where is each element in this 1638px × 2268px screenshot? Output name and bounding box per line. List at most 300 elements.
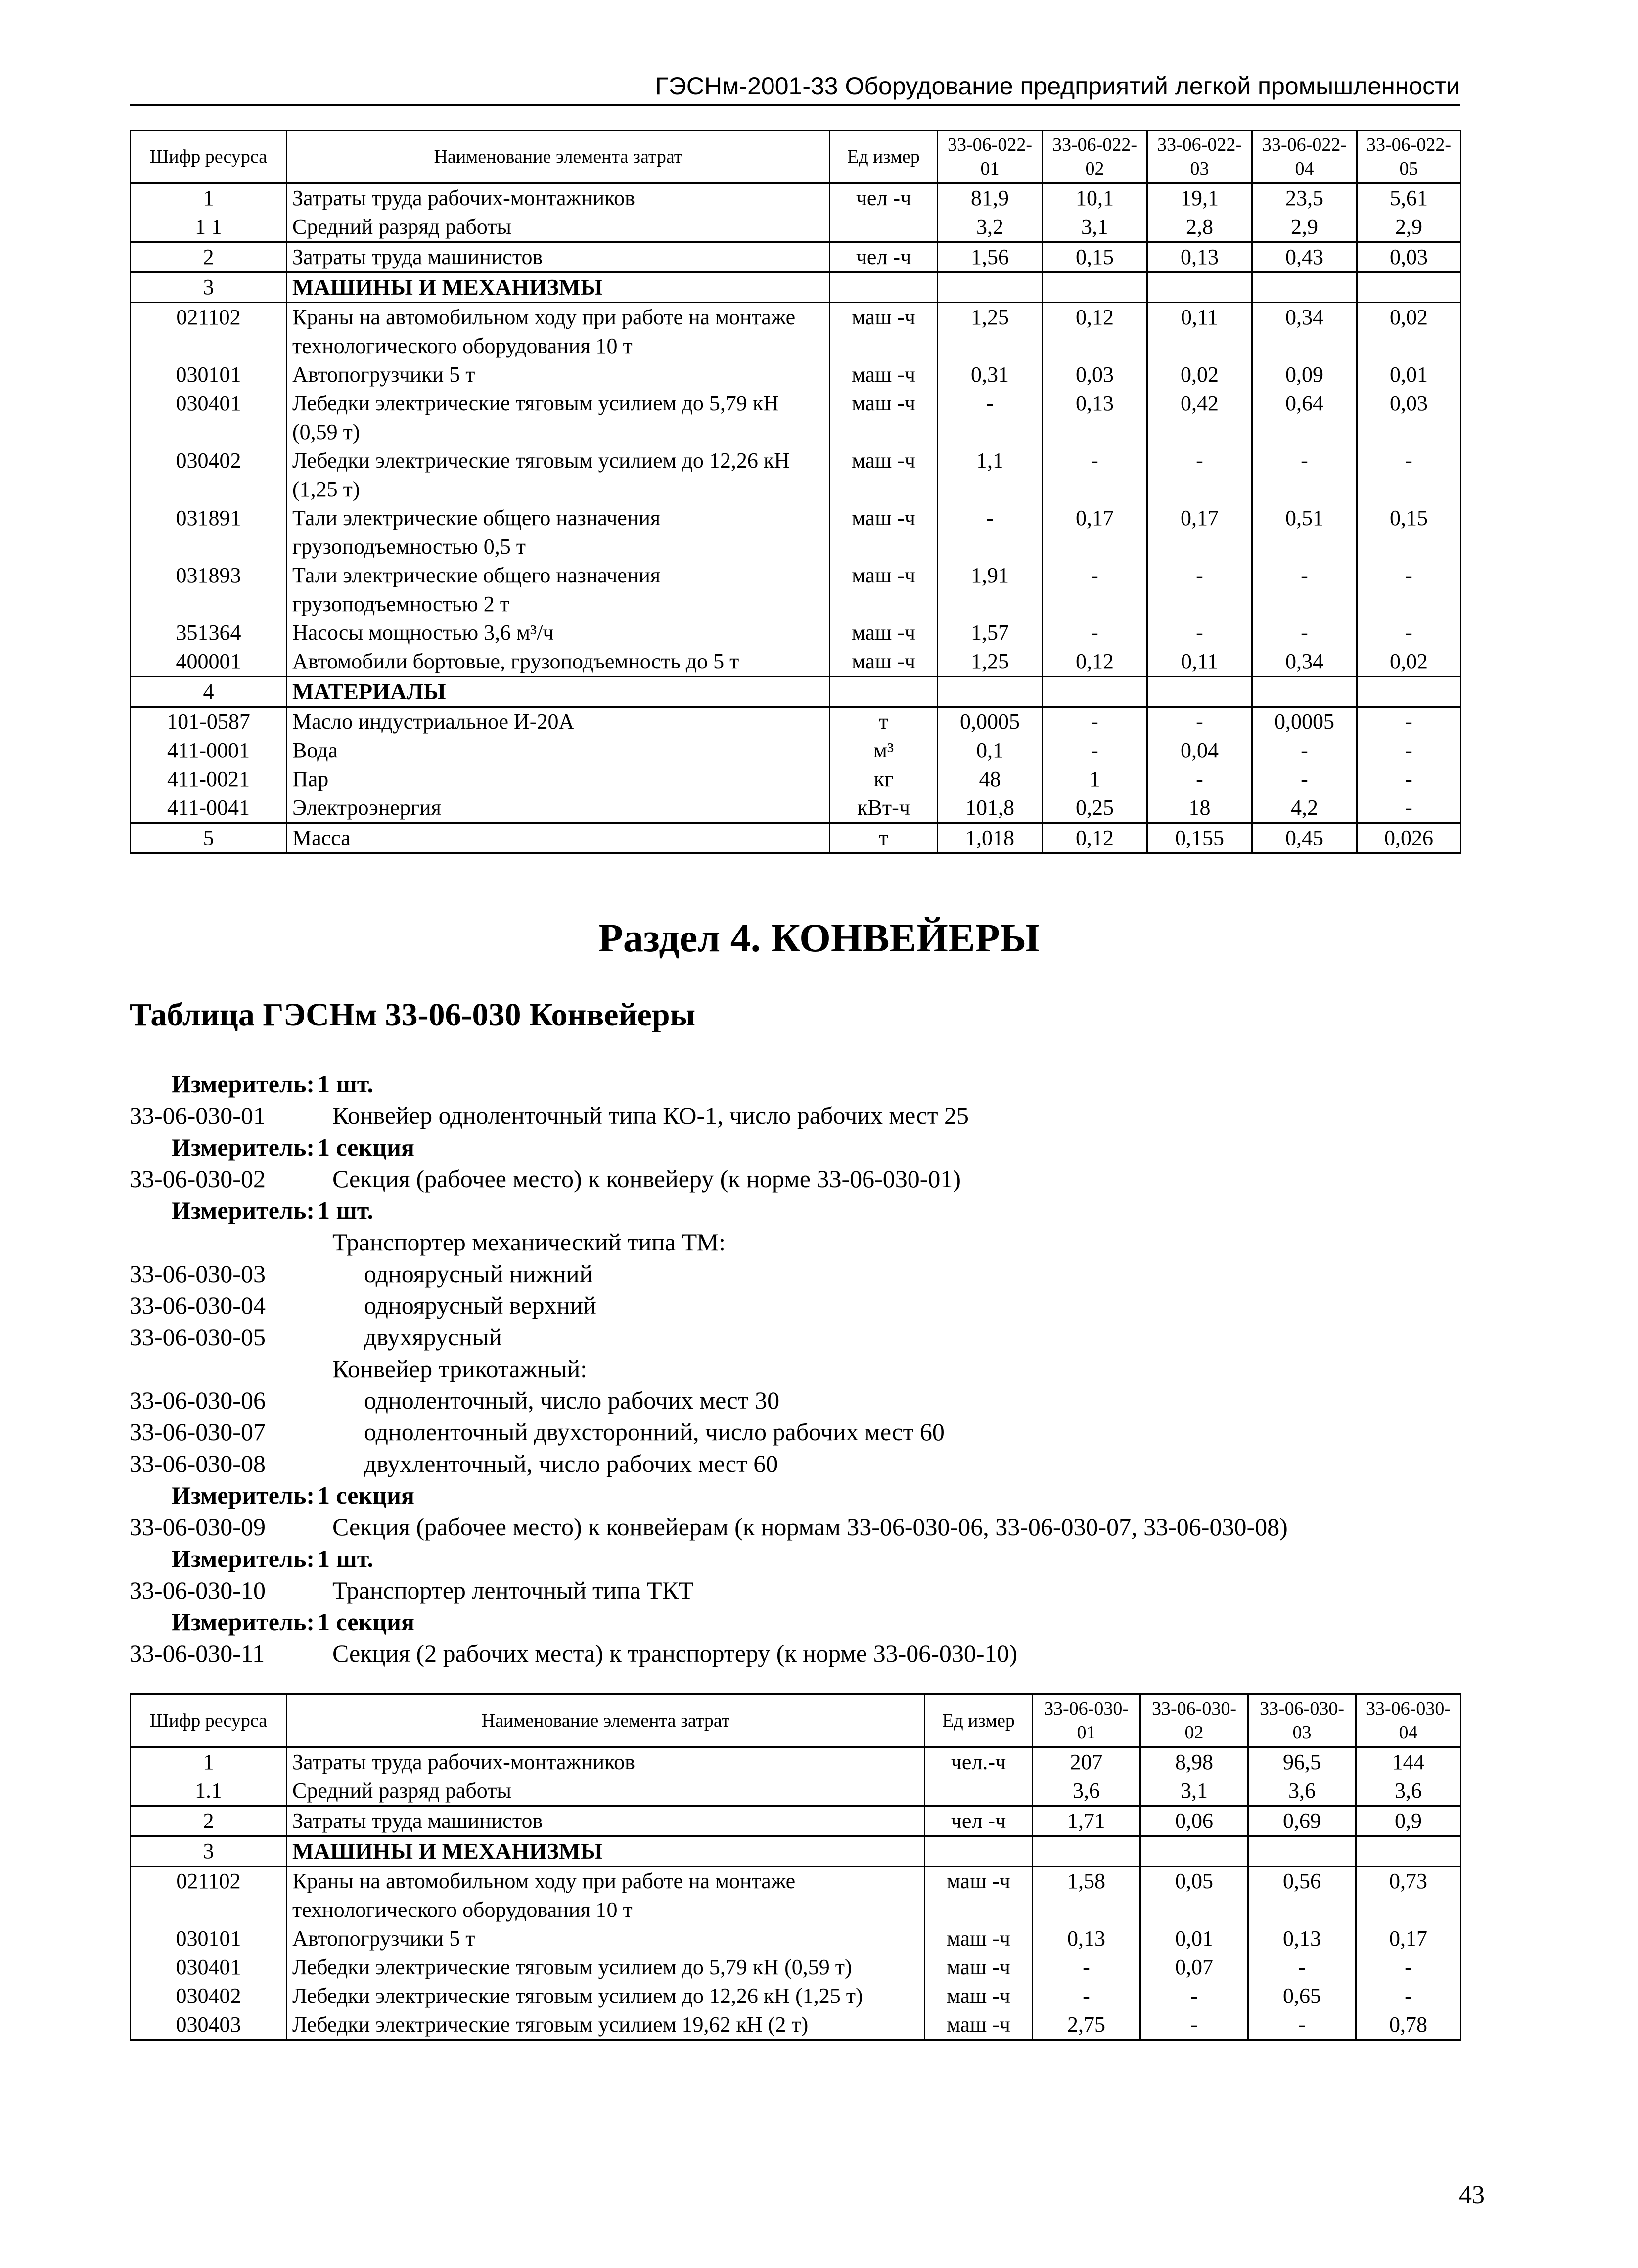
value-cell: - (1252, 619, 1357, 647)
value-cell: 0,15 (1043, 242, 1147, 272)
col-header: Наименование элемента затрат (287, 1694, 925, 1747)
table-header-row (131, 1694, 1461, 1747)
norm-description: Секция (рабочее место) к конвейеру (к норме 33-06-030-01) (332, 1165, 961, 1193)
value-cell: - (1043, 561, 1147, 619)
value-cell: 0,34 (1252, 303, 1357, 361)
resource-table-022 (130, 130, 1461, 854)
value-cell: 3,1 (1043, 213, 1147, 242)
resource-name-cell: Затраты труда рабочих-монтажников (287, 1747, 925, 1777)
value-cell: - (1033, 1982, 1140, 2010)
resource-code-cell: 1 (131, 1747, 287, 1777)
norm-item (130, 1384, 1288, 1416)
value-cell: 0,56 (1248, 1867, 1356, 1925)
value-cell: - (938, 389, 1043, 446)
col-header: 33-06-030-04 (1356, 1694, 1461, 1747)
value-cell: 0,02 (1357, 647, 1461, 677)
measure-label: Измеритель: (172, 1608, 315, 1636)
resource-code-cell: 030402 (131, 1982, 287, 2010)
table-row (131, 360, 1461, 389)
unit-cell: маш -ч (830, 647, 938, 677)
resource-name-cell: Краны на автомобильном ходу при работе на монтаже технологического оборудования 10 т (287, 1867, 925, 1925)
resource-code-cell: 031891 (131, 504, 287, 561)
unit-cell: маш -ч (925, 1953, 1033, 1982)
value-cell: 0,65 (1248, 1982, 1356, 2010)
resource-name-cell: МАТЕРИАЛЫ (287, 677, 830, 707)
value-cell (1140, 1836, 1248, 1867)
value-cell: 0,13 (1033, 1924, 1140, 1953)
value-cell: 0,01 (1357, 360, 1461, 389)
value-cell (1033, 1836, 1140, 1867)
col-header: Ед измер (830, 131, 938, 183)
resource-name-cell: Насосы мощностью 3,6 м³/ч (287, 619, 830, 647)
col-header: Наименование элемента затрат (287, 131, 830, 183)
value-cell: 0,026 (1357, 823, 1461, 853)
measure-label: Измеритель: (172, 1197, 315, 1224)
norm-description: двухленточный, число рабочих мест 60 (364, 1450, 778, 1477)
table-header-row (131, 131, 1461, 183)
value-cell: 0,51 (1252, 504, 1357, 561)
norm-description: одноярусный нижний (364, 1260, 593, 1288)
resource-name-cell: Вода (287, 736, 830, 765)
resource-name-cell: Масса (287, 823, 830, 853)
resource-table-030 (130, 1693, 1461, 2041)
table-row (131, 561, 1461, 619)
value-cell (1043, 677, 1147, 707)
unit-cell: маш -ч (925, 1924, 1033, 1953)
table-row (131, 1806, 1461, 1836)
value-cell: 0,12 (1043, 823, 1147, 853)
value-cell: 0,73 (1356, 1867, 1461, 1925)
norm-code: 33-06-030-01 (130, 1102, 266, 1129)
value-cell: 0,9 (1356, 1806, 1461, 1836)
resource-code-cell: 031893 (131, 561, 287, 619)
value-cell: 0,01 (1140, 1924, 1248, 1953)
table-row (131, 794, 1461, 823)
value-cell: 18 (1147, 794, 1252, 823)
value-cell: - (1357, 619, 1461, 647)
norm-item (130, 1574, 1288, 1606)
value-cell: 10,1 (1043, 183, 1147, 213)
col-header: 33-06-030-03 (1248, 1694, 1356, 1747)
value-cell: 1,25 (938, 647, 1043, 677)
running-header: ГЭСНм-2001-33 Оборудование предприятий легкой промышленности (130, 68, 1460, 106)
resource-name-cell: Краны на автомобильном ходу при работе на монтаже технологического оборудования 10 т (287, 303, 830, 361)
value-cell: 0,17 (1147, 504, 1252, 561)
resource-code-cell: 400001 (131, 647, 287, 677)
table-row (131, 619, 1461, 647)
table-row (131, 389, 1461, 446)
resource-code-cell: 101-0587 (131, 707, 287, 737)
norm-description: Секция (рабочее место) к конвейерам (к нормам 33-06-030-06, 33-06-030-07, 33-06-030-08) (332, 1513, 1288, 1541)
resource-code-cell: 3 (131, 272, 287, 303)
value-cell: 2,75 (1033, 2010, 1140, 2040)
col-header: 33-06-022-05 (1357, 131, 1461, 183)
value-cell: 2,9 (1252, 213, 1357, 242)
value-cell: - (1248, 2010, 1356, 2040)
norm-code: 33-06-030-08 (130, 1450, 266, 1477)
resource-name-cell: Лебедки электрические тяговым усилием до 5,79 кН (0,59 т) (287, 389, 830, 446)
unit-cell: маш -ч (830, 303, 938, 361)
value-cell: - (1357, 446, 1461, 504)
value-cell: - (938, 504, 1043, 561)
value-cell: - (1043, 736, 1147, 765)
norm-description: двухярусный (364, 1323, 502, 1351)
resource-name-cell: МАШИНЫ И МЕХАНИЗМЫ (287, 1836, 925, 1867)
value-cell: - (1357, 707, 1461, 737)
value-cell: 0,05 (1140, 1867, 1248, 1925)
value-cell: 5,61 (1357, 183, 1461, 213)
value-cell: - (1252, 446, 1357, 504)
norm-description: Транспортер ленточный типа ТКТ (332, 1576, 694, 1604)
value-cell: - (1147, 446, 1252, 504)
value-cell: 1,1 (938, 446, 1043, 504)
value-cell: - (1147, 765, 1252, 794)
col-header: 33-06-022-01 (938, 131, 1043, 183)
value-cell: 0,07 (1140, 1953, 1248, 1982)
resource-name-cell: Автомобили бортовые, грузоподъемность до 5 т (287, 647, 830, 677)
value-cell (1252, 272, 1357, 303)
value-cell: 23,5 (1252, 183, 1357, 213)
resource-code-cell: 3 (131, 1836, 287, 1867)
value-cell: - (1147, 561, 1252, 619)
table-row (131, 2010, 1461, 2040)
norm-code: 33-06-030-06 (130, 1386, 266, 1414)
resource-name-cell: Лебедки электрические тяговым усилием до 12,26 кН (1,25 т) (287, 446, 830, 504)
value-cell (1248, 1836, 1356, 1867)
measure-value: 1 шт. (318, 1197, 374, 1224)
norm-description: Конвейер трикотажный: (332, 1355, 588, 1382)
table-row (131, 677, 1461, 707)
col-header: 33-06-030-02 (1140, 1694, 1248, 1747)
value-cell: 0,64 (1252, 389, 1357, 446)
unit-cell (830, 677, 938, 707)
measure-label: Измеритель: (172, 1070, 315, 1098)
unit-cell: чел -ч (925, 1806, 1033, 1836)
measure-label: Измеритель: (172, 1481, 315, 1509)
unit-cell: маш -ч (925, 2010, 1033, 2040)
norm-code: 33-06-030-02 (130, 1165, 266, 1193)
resource-code-cell: 030403 (131, 2010, 287, 2040)
unit-cell (830, 213, 938, 242)
resource-name-cell: Электроэнергия (287, 794, 830, 823)
resource-name-cell: МАШИНЫ И МЕХАНИЗМЫ (287, 272, 830, 303)
value-cell: - (1147, 707, 1252, 737)
resource-name-cell: Лебедки электрические тяговым усилием 19,62 кН (2 т) (287, 2010, 925, 2040)
value-cell: 0,13 (1248, 1924, 1356, 1953)
unit-cell: маш -ч (925, 1867, 1033, 1925)
norm-item (130, 1163, 1288, 1195)
norm-item (130, 1258, 1288, 1290)
resource-code-cell: 411-0041 (131, 794, 287, 823)
value-cell: - (1252, 765, 1357, 794)
table-row (131, 1747, 1461, 1777)
measure-unit-line (130, 1479, 1288, 1511)
value-cell: 81,9 (938, 183, 1043, 213)
value-cell: 0,02 (1147, 360, 1252, 389)
table-row (131, 242, 1461, 272)
measure-value: 1 секция (318, 1481, 414, 1509)
resource-code-cell: 4 (131, 677, 287, 707)
value-cell: 0,0005 (938, 707, 1043, 737)
value-cell: 48 (938, 765, 1043, 794)
norm-item (130, 1226, 1288, 1258)
norm-description: одноленточный, число рабочих мест 30 (364, 1386, 780, 1414)
value-cell: 1,71 (1033, 1806, 1140, 1836)
norm-description: одноленточный двухсторонний, число рабочих мест 60 (364, 1418, 945, 1446)
measure-label: Измеритель: (172, 1545, 315, 1572)
unit-cell: маш -ч (830, 561, 938, 619)
resource-name-cell: Средний разряд работы (287, 213, 830, 242)
value-cell: 0,0005 (1252, 707, 1357, 737)
measure-unit-line (130, 1131, 1288, 1163)
value-cell: 2,8 (1147, 213, 1252, 242)
value-cell: 0,11 (1147, 647, 1252, 677)
unit-cell: маш -ч (830, 504, 938, 561)
value-cell: - (1356, 1953, 1461, 1982)
norm-item (130, 1511, 1288, 1543)
value-cell: 0,09 (1252, 360, 1357, 389)
value-cell: 0,03 (1043, 360, 1147, 389)
resource-name-cell: Автопогрузчики 5 т (287, 360, 830, 389)
value-cell: - (1043, 446, 1147, 504)
col-header: 33-06-030-01 (1033, 1694, 1140, 1747)
norm-description: Транспортер механический типа ТМ: (332, 1228, 726, 1256)
value-cell: 0,15 (1357, 504, 1461, 561)
value-cell: - (1043, 619, 1147, 647)
table-row (131, 736, 1461, 765)
value-cell: 0,25 (1043, 794, 1147, 823)
resource-code-cell: 1.1 (131, 1777, 287, 1806)
measure-value: 1 секция (318, 1608, 414, 1636)
unit-cell (830, 272, 938, 303)
unit-cell: маш -ч (830, 619, 938, 647)
norm-code: 33-06-030-05 (130, 1323, 266, 1351)
col-header: 33-06-022-04 (1252, 131, 1357, 183)
value-cell: 0,11 (1147, 303, 1252, 361)
value-cell (1252, 677, 1357, 707)
norm-item (130, 1100, 1288, 1131)
table-row (131, 1924, 1461, 1953)
unit-cell: т (830, 823, 938, 853)
norm-item (130, 1321, 1288, 1353)
value-cell: - (1248, 1953, 1356, 1982)
value-cell: 19,1 (1147, 183, 1252, 213)
table-row (131, 1953, 1461, 1982)
norm-description: Секция (2 рабочих места) к транспортеру (к норме 33-06-030-10) (332, 1640, 1018, 1667)
unit-cell (925, 1836, 1033, 1867)
resource-name-cell: Затраты труда машинистов (287, 1806, 925, 1836)
value-cell: 1,56 (938, 242, 1043, 272)
value-cell: 144 (1356, 1747, 1461, 1777)
resource-code-cell: 030101 (131, 360, 287, 389)
table-row (131, 765, 1461, 794)
value-cell: 0,31 (938, 360, 1043, 389)
value-cell: 96,5 (1248, 1747, 1356, 1777)
table-row (131, 1777, 1461, 1806)
value-cell (938, 677, 1043, 707)
norm-code: 33-06-030-07 (130, 1418, 266, 1446)
value-cell: 101,8 (938, 794, 1043, 823)
table-row (131, 272, 1461, 303)
value-cell (1147, 677, 1252, 707)
value-cell: 0,03 (1357, 242, 1461, 272)
table-row (131, 647, 1461, 677)
value-cell: - (1357, 794, 1461, 823)
value-cell: 0,17 (1043, 504, 1147, 561)
resource-code-cell: 1 (131, 183, 287, 213)
resource-code-cell: 351364 (131, 619, 287, 647)
resource-code-cell: 5 (131, 823, 287, 853)
table-title: Таблица ГЭСНм 33-06-030 Конвейеры (130, 997, 696, 1033)
value-cell: - (1033, 1953, 1140, 1982)
table-row (131, 213, 1461, 242)
value-cell: 0,78 (1356, 2010, 1461, 2040)
col-header: Шифр ресурса (131, 131, 287, 183)
value-cell: 1,018 (938, 823, 1043, 853)
unit-cell: т (830, 707, 938, 737)
col-header: 33-06-022-02 (1043, 131, 1147, 183)
value-cell: - (1140, 1982, 1248, 2010)
value-cell: 0,43 (1252, 242, 1357, 272)
measure-unit-line (130, 1195, 1288, 1226)
value-cell: 1 (1043, 765, 1147, 794)
unit-cell: маш -ч (925, 1982, 1033, 2010)
resource-code-cell: 021102 (131, 303, 287, 361)
norm-code (130, 1226, 332, 1258)
value-cell: 8,98 (1140, 1747, 1248, 1777)
value-cell: 3,2 (938, 213, 1043, 242)
value-cell: 0,17 (1356, 1924, 1461, 1953)
value-cell: 0,13 (1147, 242, 1252, 272)
value-cell: 0,12 (1043, 303, 1147, 361)
measure-value: 1 секция (318, 1133, 414, 1161)
value-cell: 0,13 (1043, 389, 1147, 446)
unit-cell: маш -ч (830, 360, 938, 389)
value-cell (938, 272, 1043, 303)
norm-item (130, 1448, 1288, 1479)
value-cell (1043, 272, 1147, 303)
value-cell: 0,1 (938, 736, 1043, 765)
norm-item (130, 1353, 1288, 1384)
value-cell: 0,34 (1252, 647, 1357, 677)
norm-description: одноярусный верхний (364, 1291, 596, 1319)
resource-code-cell: 030101 (131, 1924, 287, 1953)
value-cell: - (1252, 561, 1357, 619)
value-cell: 0,12 (1043, 647, 1147, 677)
measure-value: 1 шт. (318, 1545, 374, 1572)
value-cell: - (1147, 619, 1252, 647)
value-cell (1147, 272, 1252, 303)
measure-value: 1 шт. (318, 1070, 374, 1098)
resource-name-cell: Лебедки электрические тяговым усилием до 12,26 кН (1,25 т) (287, 1982, 925, 2010)
unit-cell (925, 1777, 1033, 1806)
resource-name-cell: Автопогрузчики 5 т (287, 1924, 925, 1953)
table-row (131, 1867, 1461, 1925)
value-cell: 2,9 (1357, 213, 1461, 242)
unit-cell: м³ (830, 736, 938, 765)
value-cell: - (1357, 561, 1461, 619)
table-row (131, 303, 1461, 361)
resource-code-cell: 411-0021 (131, 765, 287, 794)
resource-code-cell: 030401 (131, 389, 287, 446)
resource-name-cell: Тали электрические общего назначения грузоподъемностью 2 т (287, 561, 830, 619)
norm-code: 33-06-030-03 (130, 1260, 266, 1288)
value-cell: 3,6 (1356, 1777, 1461, 1806)
value-cell: 0,155 (1147, 823, 1252, 853)
value-cell: 1,57 (938, 619, 1043, 647)
resource-code-cell: 1 1 (131, 213, 287, 242)
value-cell (1357, 272, 1461, 303)
norm-code: 33-06-030-09 (130, 1513, 266, 1541)
measure-unit-line (130, 1543, 1288, 1574)
value-cell: - (1357, 736, 1461, 765)
norm-item (130, 1638, 1288, 1669)
value-cell: 3,1 (1140, 1777, 1248, 1806)
value-cell: 4,2 (1252, 794, 1357, 823)
value-cell: - (1356, 1982, 1461, 2010)
value-cell: - (1357, 765, 1461, 794)
resource-name-cell: Масло индустриальное И-20А (287, 707, 830, 737)
value-cell: 0,03 (1357, 389, 1461, 446)
value-cell: 0,69 (1248, 1806, 1356, 1836)
value-cell: 207 (1033, 1747, 1140, 1777)
measure-label: Измеритель: (172, 1133, 315, 1161)
table-row (131, 707, 1461, 737)
value-cell: 0,04 (1147, 736, 1252, 765)
unit-cell: маш -ч (830, 446, 938, 504)
norm-code: 33-06-030-04 (130, 1291, 266, 1319)
table-row (131, 183, 1461, 213)
page-number: 43 (1459, 2181, 1485, 2209)
col-header: Шифр ресурса (131, 1694, 287, 1747)
resource-code-cell: 030402 (131, 446, 287, 504)
table-row (131, 504, 1461, 561)
unit-cell: кВт-ч (830, 794, 938, 823)
table-row (131, 823, 1461, 853)
col-header: Ед измер (925, 1694, 1033, 1747)
value-cell: 0,06 (1140, 1806, 1248, 1836)
unit-cell: кг (830, 765, 938, 794)
resource-code-cell: 030401 (131, 1953, 287, 1982)
measure-unit-line (130, 1606, 1288, 1638)
measure-unit-line (130, 1068, 1288, 1100)
value-cell: 1,25 (938, 303, 1043, 361)
col-header: 33-06-022-03 (1147, 131, 1252, 183)
unit-cell: чел -ч (830, 183, 938, 213)
resource-name-cell: Тали электрические общего назначения грузоподъемностью 0,5 т (287, 504, 830, 561)
norm-code: 33-06-030-11 (130, 1640, 265, 1667)
unit-cell: чел.-ч (925, 1747, 1033, 1777)
norm-code (130, 1353, 332, 1384)
value-cell: - (1043, 707, 1147, 737)
value-cell (1357, 677, 1461, 707)
norm-code: 33-06-030-10 (130, 1576, 266, 1604)
value-cell: - (1140, 2010, 1248, 2040)
section-title: Раздел 4. КОНВЕЙЕРЫ (598, 915, 1040, 960)
norm-item (130, 1416, 1288, 1448)
resource-code-cell: 2 (131, 1806, 287, 1836)
resource-name-cell: Затраты труда рабочих-монтажников (287, 183, 830, 213)
resource-name-cell: Средний разряд работы (287, 1777, 925, 1806)
value-cell (1356, 1836, 1461, 1867)
table-row (131, 1836, 1461, 1867)
table-row (131, 1982, 1461, 2010)
value-cell: 0,45 (1252, 823, 1357, 853)
norm-item (130, 1290, 1288, 1321)
value-cell: 0,02 (1357, 303, 1461, 361)
norm-list (130, 1068, 1288, 1669)
value-cell: 3,6 (1033, 1777, 1140, 1806)
